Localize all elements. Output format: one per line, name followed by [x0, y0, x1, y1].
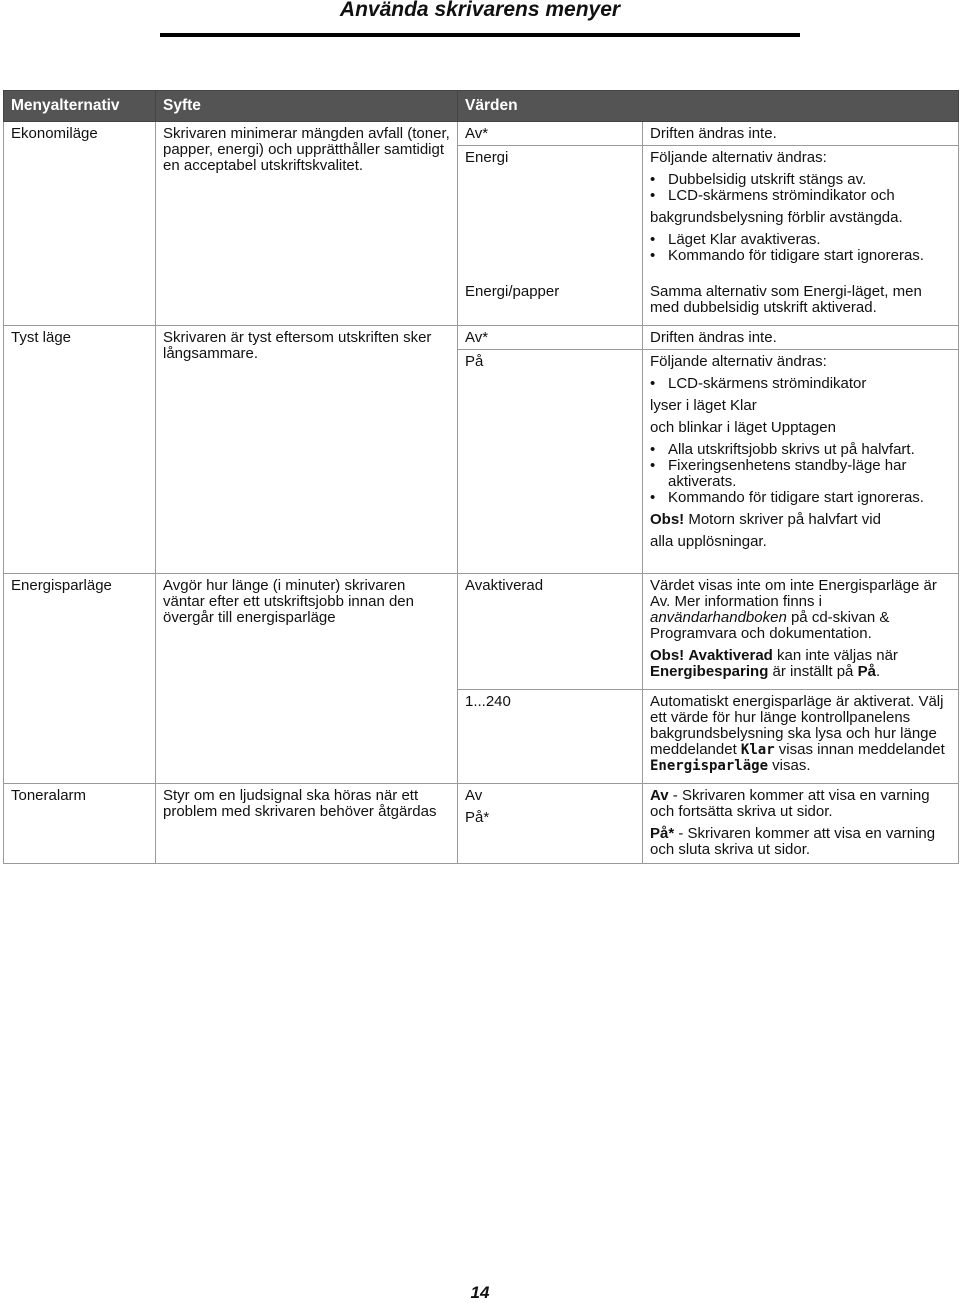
bullet-list — [650, 172, 951, 204]
list-item: • Alla utskriftsjobb skrivs ut på halvfart. — [650, 442, 951, 458]
cell-value-desc — [643, 146, 959, 280]
desc-part: på cd-skivan & Programvara och dokumentation. — [650, 609, 890, 642]
cell-option-name: Tyst läge — [4, 326, 156, 574]
cell-empty — [156, 690, 458, 784]
cell-purpose: Avgör hur länge (i minuter) skrivaren väntar efter ett utskriftsjobb innan den övergår till energisparläge — [156, 574, 458, 690]
desc-part: - Skrivaren kommer att visa en varning och fortsätta skriva ut sidor. — [650, 787, 930, 820]
note-bold: På — [857, 663, 876, 680]
desc-part: Värdet visas inte om inte Energisparläge är Av. Mer information finns i — [650, 577, 937, 610]
code-text: Klar — [740, 742, 775, 758]
note-bold: Avaktiverad — [688, 647, 773, 664]
note-label: Obs! — [650, 647, 685, 664]
desc-line: och blinkar i läget Upptagen — [650, 419, 836, 436]
desc-intro: Följande alternativ ändras: — [650, 149, 827, 166]
desc-part: visas innan meddelandet — [774, 741, 945, 758]
page-number: 14 — [470, 1283, 490, 1302]
note-label: Obs! — [650, 511, 685, 528]
desc-part: Automatiskt energisparläge är aktiverat. Välj ett värde för hur länge kontrollpanelens bakgrundsbelysning ska lysa och hur länge meddelandet — [650, 693, 944, 758]
note — [650, 512, 951, 528]
cell-value-desc — [643, 350, 959, 574]
cell-value: På — [458, 350, 643, 574]
cell-option-name: Toneralarm — [4, 784, 156, 864]
table-row-ekonomilage — [4, 122, 959, 146]
desc-intro: Följande alternativ ändras: — [650, 353, 827, 370]
value-item: På* — [465, 809, 490, 826]
cell-value-desc — [643, 574, 959, 690]
bullet-list — [650, 232, 951, 264]
table-row-energisparlage — [4, 574, 959, 690]
list-item: • Kommando för tidigare start ignoreras. — [650, 248, 951, 264]
header-purpose: Syfte — [156, 91, 458, 122]
list-item: • Fixeringsenhetens standby-läge har aktiverats. — [650, 458, 951, 490]
cell-value: Av* — [458, 326, 643, 350]
bullet-list — [650, 442, 951, 506]
cell-value-desc: Driften ändras inte. — [643, 326, 959, 350]
cell-purpose: Skrivaren är tyst eftersom utskriften sker långsammare. — [156, 326, 458, 574]
bullet-list — [650, 376, 951, 392]
cell-value-desc — [643, 690, 959, 784]
list-item: • Kommando för tidigare start ignoreras. — [650, 490, 951, 506]
desc-part: - Skrivaren kommer att visa en varning och sluta skriva ut sidor. — [650, 825, 936, 858]
desc-label: Av — [650, 787, 669, 804]
desc-text — [650, 694, 951, 774]
cell-empty — [4, 690, 156, 784]
note-text: kan inte väljas när — [772, 647, 898, 664]
cell-value: Energi — [458, 146, 643, 280]
title-rule — [160, 33, 800, 37]
cell-value-desc — [643, 784, 959, 864]
cell-option-name: Ekonomiläge — [4, 122, 156, 326]
table-row-range — [4, 690, 959, 784]
header-values: Värden — [458, 91, 959, 122]
desc-text — [650, 826, 951, 858]
list-item: • Läget Klar avaktiveras. — [650, 232, 951, 248]
desc-continuation: bakgrundsbelysning förblir avstängda. — [650, 209, 903, 226]
cell-value: Energi/papper — [458, 280, 643, 326]
note-bold: Energibesparing — [650, 663, 769, 680]
table-row-toneralarm — [4, 784, 959, 864]
cell-value: 1...240 — [458, 690, 643, 784]
menu-table — [3, 90, 959, 864]
code-text: Energisparläge — [650, 758, 769, 774]
note-text: Motorn skriver på halvfart vid — [684, 511, 881, 528]
page-title: Använda skrivarens menyer — [339, 0, 621, 21]
cell-option-name: Energisparläge — [4, 574, 156, 690]
desc-text — [650, 788, 951, 820]
header-menu-option: Menyalternativ — [4, 91, 156, 122]
cell-purpose: Styr om en ljudsignal ska höras när ett problem med skrivaren behöver åtgärdas — [156, 784, 458, 864]
list-item: • LCD-skärmens strömindikator — [650, 376, 951, 392]
cell-value: Avaktiverad — [458, 574, 643, 690]
desc-part: visas. — [768, 757, 811, 774]
cell-purpose: Skrivaren minimerar mängden avfall (toner, papper, energi) och upprätthåller samtidigt en acceptabel utskriftskvalitet. — [156, 122, 458, 326]
desc-italic: användarhandboken — [650, 609, 787, 626]
cell-value-desc: Driften ändras inte. — [643, 122, 959, 146]
note-text: . — [875, 663, 881, 680]
desc-label: På* — [650, 825, 675, 842]
list-item: • Dubbelsidig utskrift stängs av. — [650, 172, 951, 188]
header-row — [4, 91, 959, 122]
table-row-tyst-lage — [4, 326, 959, 350]
note — [650, 648, 951, 680]
cell-value — [458, 784, 643, 864]
note-text: är inställt på — [768, 663, 858, 680]
cell-value: Av* — [458, 122, 643, 146]
note-line2: alla upplösningar. — [650, 533, 767, 550]
value-item: Av — [465, 787, 483, 804]
desc-text — [650, 578, 951, 642]
list-item: • LCD-skärmens strömindikator och — [650, 188, 951, 204]
cell-value-desc: Samma alternativ som Energi-läget, men med dubbelsidig utskrift aktiverad. — [643, 280, 959, 326]
desc-line: lyser i läget Klar — [650, 397, 757, 414]
